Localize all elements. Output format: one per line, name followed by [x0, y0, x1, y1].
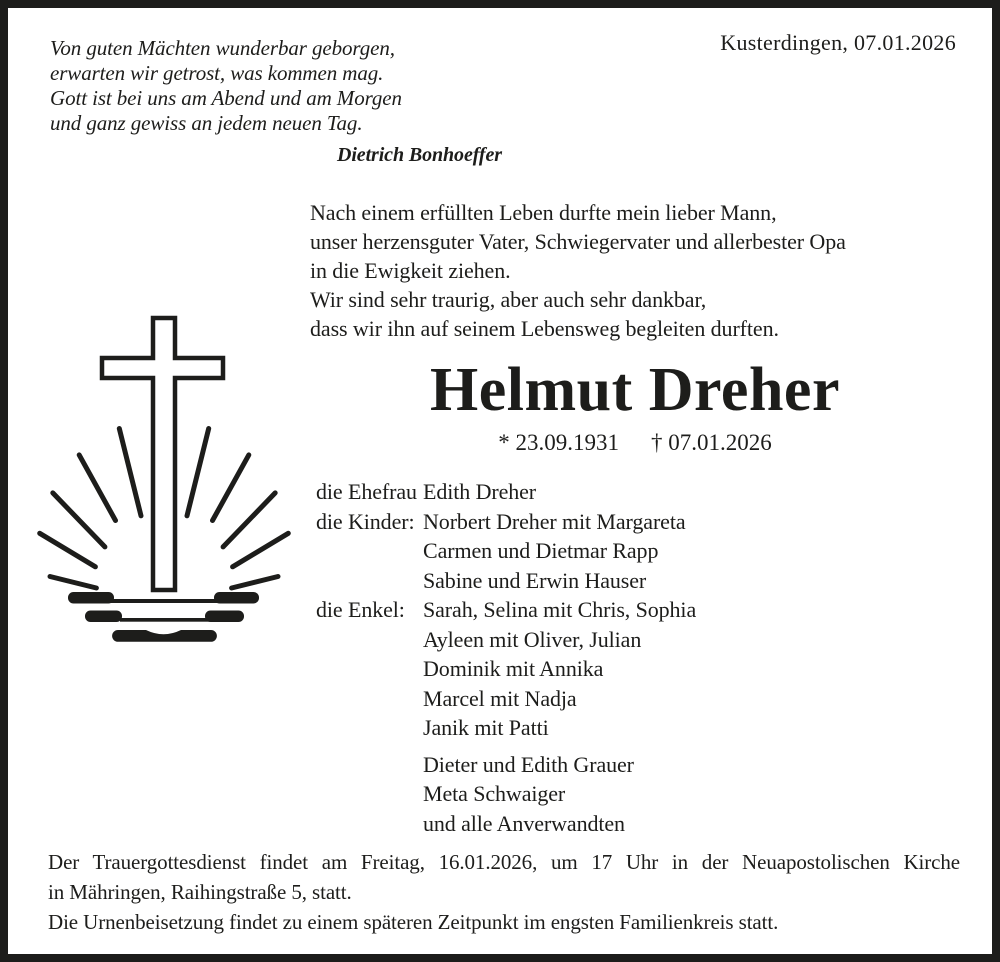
family-name: Edith Dreher — [423, 479, 537, 504]
poem-line: Gott ist bei uns am Abend und am Morgen — [50, 86, 402, 110]
family-label: die Ehefrau — [316, 479, 417, 504]
service-line: in Mähringen, Raihingstraße 5, statt. — [48, 880, 352, 904]
family-label — [316, 750, 423, 839]
water-waves-icon — [68, 592, 259, 642]
death-date: † 07.01.2026 — [651, 430, 772, 455]
intro-line: Wir sind sehr traurig, aber auch sehr dankbar, — [310, 287, 707, 312]
poem-line: erwarten wir getrost, was kommen mag. — [50, 61, 384, 85]
family-name: und alle Anverwandten — [423, 810, 625, 836]
family-name: Norbert Dreher mit Margareta — [423, 508, 686, 534]
family-label: die Enkel: — [316, 597, 405, 622]
intro-paragraph — [310, 198, 930, 343]
family-name: Carmen und Dietmar Rapp — [423, 538, 659, 563]
family-row-spouse — [316, 477, 956, 507]
family-row-children — [316, 507, 956, 596]
poem-line: und ganz gewiss an jedem neuen Tag. — [50, 111, 363, 135]
family-name: Sabine und Erwin Hauser — [423, 567, 647, 593]
intro-line: dass wir ihn auf seinem Lebensweg begleiten durften. — [310, 316, 779, 341]
poem-line: Von guten Mächten wunderbar geborgen, — [50, 36, 395, 60]
birth-date: * 23.09.1931 — [498, 430, 619, 455]
life-dates — [310, 429, 960, 457]
poem-quote — [50, 36, 502, 168]
family-row-relatives — [316, 750, 956, 839]
service-information — [48, 847, 960, 937]
family-name: Ayleen mit Oliver, Julian — [423, 626, 642, 652]
deceased-name: Helmut Dreher — [430, 356, 840, 424]
family-list — [316, 477, 956, 838]
cross-rays-water-emblem-icon — [35, 300, 295, 655]
dateline: Kusterdingen, 07.01.2026 — [720, 30, 956, 55]
family-name: Dominik mit Annika — [423, 656, 604, 681]
intro-line: unser herzensguter Vater, Schwiegervater und allerbester Opa — [310, 229, 846, 254]
service-line: Die Urnenbeisetzung findet zu einem späteren Zeitpunkt im engsten Familienkreis statt. — [48, 910, 779, 934]
family-row-grandchildren — [316, 595, 956, 743]
family-name: Marcel mit Nadja — [423, 685, 577, 711]
family-label: die Kinder: — [316, 508, 415, 534]
family-name: Meta Schwaiger — [423, 781, 566, 806]
poem-attribution: Dietrich Bonhoeffer — [337, 144, 502, 166]
family-name: Janik mit Patti — [423, 715, 549, 740]
intro-line: Nach einem erfüllten Leben durfte mein lieber Mann, — [310, 200, 777, 225]
family-name: Dieter und Edith Grauer — [423, 751, 634, 777]
family-name: Sarah, Selina mit Chris, Sophia — [423, 597, 697, 622]
service-line: Der Trauergottesdienst findet am Freitag, 16.01.2026, um 17 Uhr in der Neuapostolischen Kirche — [48, 850, 960, 874]
intro-line: in die Ewigkeit ziehen. — [310, 258, 511, 283]
